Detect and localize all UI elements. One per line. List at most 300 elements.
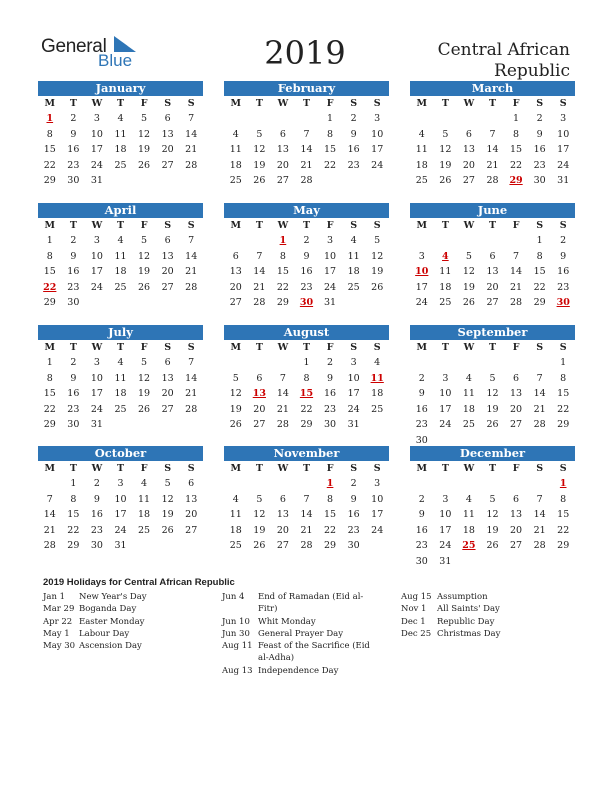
day-cell: 4 [117,235,124,246]
day-cell: 21 [300,159,313,171]
day-cell: 13 [486,266,499,277]
weekday-label: T [488,342,497,353]
day-cell: 9 [70,250,77,262]
day-cell: 2 [350,113,357,124]
month-october [38,446,203,554]
day-cell: 19 [486,524,499,536]
day-cell: 24 [371,159,384,171]
day-cell: 4 [232,128,239,140]
empty-cell [224,233,248,249]
weekday-label: W [463,98,475,109]
empty-cell [434,476,458,492]
day-cell: 13 [229,266,242,277]
holiday-name: General Prayer Day [258,628,344,639]
day-cell: 28 [185,403,198,415]
day-cell: 2 [303,235,310,246]
weekday-label: W [277,98,289,109]
day-cell: 15 [510,144,523,155]
day-cell: 5 [256,128,263,140]
day-cell: 21 [185,266,198,277]
day-cell: 12 [229,388,242,399]
weekday-label: F [326,98,334,109]
day-cell: 1 [327,113,334,124]
logo-text-general: General [41,36,107,57]
holiday-date: Jun 30 [222,628,250,639]
holiday-day-cell: 29 [509,175,523,186]
holiday-column [401,591,521,640]
day-cell: 26 [486,540,499,551]
day-cell: 15 [43,266,56,277]
day-cell: 16 [324,388,337,399]
weekday-label: S [559,220,567,231]
day-cell: 11 [462,509,475,520]
day-cell: 2 [70,357,77,368]
empty-cell [434,355,458,371]
day-cell: 9 [350,493,357,505]
day-cell: 25 [371,403,384,415]
day-cell: 19 [486,403,499,415]
holiday-date: Nov 1 [401,604,427,615]
weekday-label: T [441,220,449,231]
day-cell: 23 [347,524,360,536]
day-cell: 3 [560,113,567,124]
holiday-day-cell: 11 [370,372,384,384]
logo [41,36,151,72]
day-cell: 10 [90,128,103,140]
day-cell: 1 [513,113,520,124]
day-cell: 30 [67,419,80,430]
month-july [38,325,203,433]
day-cell: 20 [486,281,499,293]
day-cell: 14 [185,128,198,140]
day-grid [224,476,389,554]
weekday-label: T [488,220,497,231]
day-cell: 16 [415,403,428,415]
empty-cell [528,476,552,492]
day-cell: 3 [117,478,124,489]
holiday-row [43,640,213,652]
empty-cell [271,476,295,492]
holiday-day-cell: 1 [46,113,54,124]
day-cell: 17 [90,144,103,155]
day-cell: 18 [371,388,384,399]
weekday-header-row [224,340,389,355]
holiday-day-cell: 15 [299,388,314,399]
day-cell: 19 [138,388,151,399]
weekday-label: T [302,220,311,231]
holiday-date: Mar 29 [43,604,75,615]
day-cell: 12 [371,250,384,262]
day-cell: 12 [486,509,499,520]
day-cell: 30 [67,297,80,308]
weekday-label: M [230,220,242,231]
day-cell: 7 [188,357,195,368]
weekday-label: T [441,342,449,353]
day-cell: 30 [90,540,103,551]
day-cell: 18 [229,524,242,536]
day-cell: 19 [138,144,151,155]
empty-cell [410,111,434,127]
day-cell: 23 [90,524,103,536]
weekday-label: F [140,220,148,231]
page-title-year: 2019 [264,34,346,72]
empty-cell [224,476,248,492]
weekday-label: S [373,98,381,109]
day-cell: 16 [533,144,546,155]
day-cell: 11 [439,266,452,277]
day-cell: 10 [324,250,337,262]
weekday-label: S [373,463,381,474]
weekday-label: S [373,342,381,353]
day-cell: 22 [324,524,337,536]
day-cell: 7 [513,250,520,262]
day-cell: 26 [138,403,151,415]
day-cell: 27 [185,524,198,536]
month-april [38,203,203,311]
day-cell: 14 [185,372,198,384]
day-cell: 10 [90,372,103,384]
day-cell: 27 [253,419,266,430]
weekday-label: F [140,98,148,109]
day-cell: 7 [256,250,263,262]
day-cell: 13 [161,128,174,140]
day-cell: 6 [279,493,286,505]
day-cell: 31 [557,175,570,186]
day-cell: 22 [67,524,80,536]
day-cell: 6 [279,128,286,140]
holiday-row [43,628,213,640]
day-cell: 10 [347,372,360,384]
weekday-label: S [164,98,172,109]
day-cell: 12 [253,509,266,520]
empty-cell [38,476,62,492]
day-cell: 29 [300,419,313,430]
day-cell: 20 [253,403,266,415]
day-cell: 2 [418,372,425,384]
weekday-label: T [488,98,497,109]
month-january [38,81,203,189]
weekday-label: T [69,463,77,474]
day-cell: 16 [67,388,80,399]
day-cell: 11 [415,144,428,155]
day-cell: 8 [560,372,567,384]
day-cell: 16 [347,509,360,520]
day-cell: 14 [486,144,499,155]
weekday-label: W [91,220,103,231]
empty-cell [248,355,272,371]
weekday-header-row [38,340,203,355]
weekday-label: S [559,98,567,109]
weekday-label: S [350,98,358,109]
day-cell: 3 [374,113,381,124]
empty-cell [481,476,505,492]
day-cell: 6 [513,372,520,384]
day-cell: 7 [303,493,310,505]
weekday-label: S [536,220,544,231]
day-cell: 24 [439,419,452,430]
weekday-label: M [44,98,56,109]
day-cell: 17 [90,266,103,277]
holiday-day-cell: 30 [556,297,570,308]
weekday-label: T [116,463,125,474]
day-cell: 23 [67,159,80,171]
weekday-label: W [91,463,103,474]
day-cell: 5 [465,250,472,262]
day-cell: 1 [46,357,53,368]
month-header: December [410,446,575,461]
holiday-date: Aug 11 [222,641,253,652]
day-cell: 3 [442,493,449,505]
day-cell: 1 [70,478,77,489]
day-cell: 22 [300,403,313,415]
day-cell: 16 [415,524,428,536]
day-cell: 3 [93,113,100,124]
month-february [224,81,389,189]
weekday-label: M [44,342,56,353]
holiday-list-title: 2019 Holidays for Central African Republic [43,577,235,588]
day-cell: 28 [486,175,499,186]
weekday-label: F [512,342,520,353]
holiday-day-cell: 13 [252,388,266,399]
day-cell: 17 [347,388,360,399]
day-cell: 3 [442,372,449,384]
day-cell: 24 [347,403,360,415]
day-cell: 12 [161,493,174,505]
day-cell: 16 [557,266,570,277]
holiday-name: Republic Day [437,616,495,627]
weekday-label: T [69,98,77,109]
weekday-label: W [277,463,289,474]
day-cell: 30 [324,419,337,430]
weekday-label: T [302,98,311,109]
weekday-label: S [187,98,195,109]
day-cell: 23 [347,159,360,171]
day-cell: 22 [324,159,337,171]
day-cell: 9 [70,128,77,140]
weekday-label: F [512,98,520,109]
day-cell: 1 [536,235,543,246]
day-cell: 26 [138,159,151,171]
day-cell: 17 [371,144,384,155]
weekday-header-row [38,461,203,476]
weekday-label: T [255,342,263,353]
day-cell: 1 [46,235,53,246]
day-cell: 28 [533,419,546,430]
weekday-label: T [255,98,263,109]
day-cell: 28 [276,419,289,430]
weekday-label: T [488,463,497,474]
weekday-label: M [416,98,428,109]
holiday-day-cell: 25 [462,540,476,551]
holiday-row [401,616,521,628]
day-cell: 21 [253,281,266,293]
day-cell: 27 [161,281,174,293]
day-cell: 29 [43,419,56,430]
empty-cell [224,111,248,127]
weekday-label: T [116,342,125,353]
day-cell: 6 [489,250,496,262]
day-cell: 27 [510,419,523,430]
day-cell: 8 [536,250,543,262]
day-cell: 3 [374,478,381,489]
empty-cell [410,355,434,371]
day-cell: 30 [347,540,360,551]
day-cell: 12 [138,250,151,262]
day-cell: 12 [462,266,475,277]
day-cell: 1 [560,357,567,368]
holiday-list [43,577,583,676]
holiday-row [401,591,521,603]
day-cell: 11 [114,128,127,140]
day-cell: 10 [114,493,127,505]
day-cell: 3 [327,235,334,246]
day-cell: 21 [486,159,499,171]
weekday-label: T [255,220,263,231]
day-cell: 29 [67,540,80,551]
holiday-date: Jun 4 [222,592,245,602]
day-cell: 18 [114,388,127,399]
day-cell: 15 [43,144,56,155]
day-cell: 11 [347,250,360,262]
day-cell: 12 [439,144,452,155]
day-cell: 3 [93,235,100,246]
month-november [224,446,389,554]
month-header: February [224,81,389,96]
logo-flag-icon [114,36,136,52]
day-cell: 21 [276,403,289,415]
day-cell: 29 [324,540,337,551]
day-cell: 8 [513,128,520,140]
day-cell: 16 [300,266,313,277]
day-cell: 14 [185,250,198,262]
month-may [224,203,389,311]
day-cell: 23 [415,540,428,551]
weekday-label: S [350,220,358,231]
day-cell: 23 [67,403,80,415]
day-cell: 26 [253,175,266,186]
day-cell: 4 [465,493,472,505]
holiday-column [43,591,213,652]
empty-cell [271,355,295,371]
day-cell: 22 [43,403,56,415]
day-cell: 5 [374,235,381,246]
day-cell: 25 [439,297,452,308]
day-cell: 4 [418,128,425,140]
empty-cell [481,233,505,249]
day-cell: 2 [418,493,425,505]
day-cell: 25 [229,175,242,186]
day-cell: 6 [164,113,171,124]
day-cell: 25 [229,540,242,551]
day-cell: 15 [67,509,80,520]
holiday-row [222,665,382,677]
month-header: September [410,325,575,340]
day-cell: 20 [510,403,523,415]
day-cell: 18 [415,159,428,171]
month-header: June [410,203,575,218]
day-cell: 9 [303,250,310,262]
day-cell: 6 [513,493,520,505]
month-december [410,446,575,569]
day-cell: 5 [141,235,148,246]
day-cell: 20 [462,159,475,171]
day-cell: 15 [557,509,570,520]
empty-cell [271,111,295,127]
day-cell: 27 [161,159,174,171]
day-cell: 19 [439,159,452,171]
day-cell: 12 [138,128,151,140]
holiday-day-cell: 30 [299,297,314,308]
day-cell: 11 [114,372,127,384]
day-cell: 22 [557,524,570,536]
day-cell: 18 [462,403,475,415]
day-cell: 21 [510,281,523,293]
weekday-label: T [302,342,311,353]
holiday-name: Assumption [437,592,488,602]
day-cell: 15 [276,266,289,277]
empty-cell [504,476,528,492]
day-cell: 14 [510,266,523,277]
day-cell: 20 [161,144,174,155]
holiday-row [401,628,521,640]
day-cell: 8 [327,493,334,505]
day-cell: 26 [486,419,499,430]
day-cell: 3 [93,357,100,368]
empty-cell [528,355,552,371]
weekday-header-row [410,340,575,355]
day-cell: 11 [229,509,242,520]
holiday-day-cell: 4 [442,250,449,262]
day-cell: 1 [303,357,310,368]
weekday-label: T [255,463,263,474]
weekday-label: M [416,463,428,474]
day-cell: 12 [253,144,266,155]
day-cell: 30 [67,175,80,186]
empty-cell [295,476,319,492]
day-grid [38,355,203,433]
day-cell: 25 [347,281,360,293]
day-cell: 23 [67,281,80,293]
weekday-label: T [116,98,125,109]
holiday-date: Dec 1 [401,616,426,627]
day-cell: 10 [557,128,570,140]
day-cell: 23 [533,159,546,171]
month-march [410,81,575,189]
day-cell: 14 [533,509,546,520]
holiday-row [401,603,521,615]
holiday-name: End of Ramadan (Eid al-Fitr) [258,592,364,615]
day-cell: 6 [232,250,239,262]
day-cell: 17 [439,403,452,415]
month-august [224,325,389,433]
day-cell: 27 [161,403,174,415]
day-cell: 24 [415,297,428,308]
day-cell: 24 [90,403,103,415]
holiday-date: Aug 15 [401,592,432,602]
day-cell: 5 [489,372,496,384]
day-cell: 20 [161,388,174,399]
day-cell: 5 [232,372,239,384]
day-cell: 11 [462,388,475,399]
day-cell: 3 [418,250,425,262]
weekday-label: M [416,342,428,353]
day-cell: 29 [557,419,570,430]
day-cell: 18 [114,266,127,277]
day-grid [38,111,203,189]
day-cell: 25 [114,159,127,171]
day-cell: 25 [114,281,127,293]
day-cell: 18 [347,266,360,277]
